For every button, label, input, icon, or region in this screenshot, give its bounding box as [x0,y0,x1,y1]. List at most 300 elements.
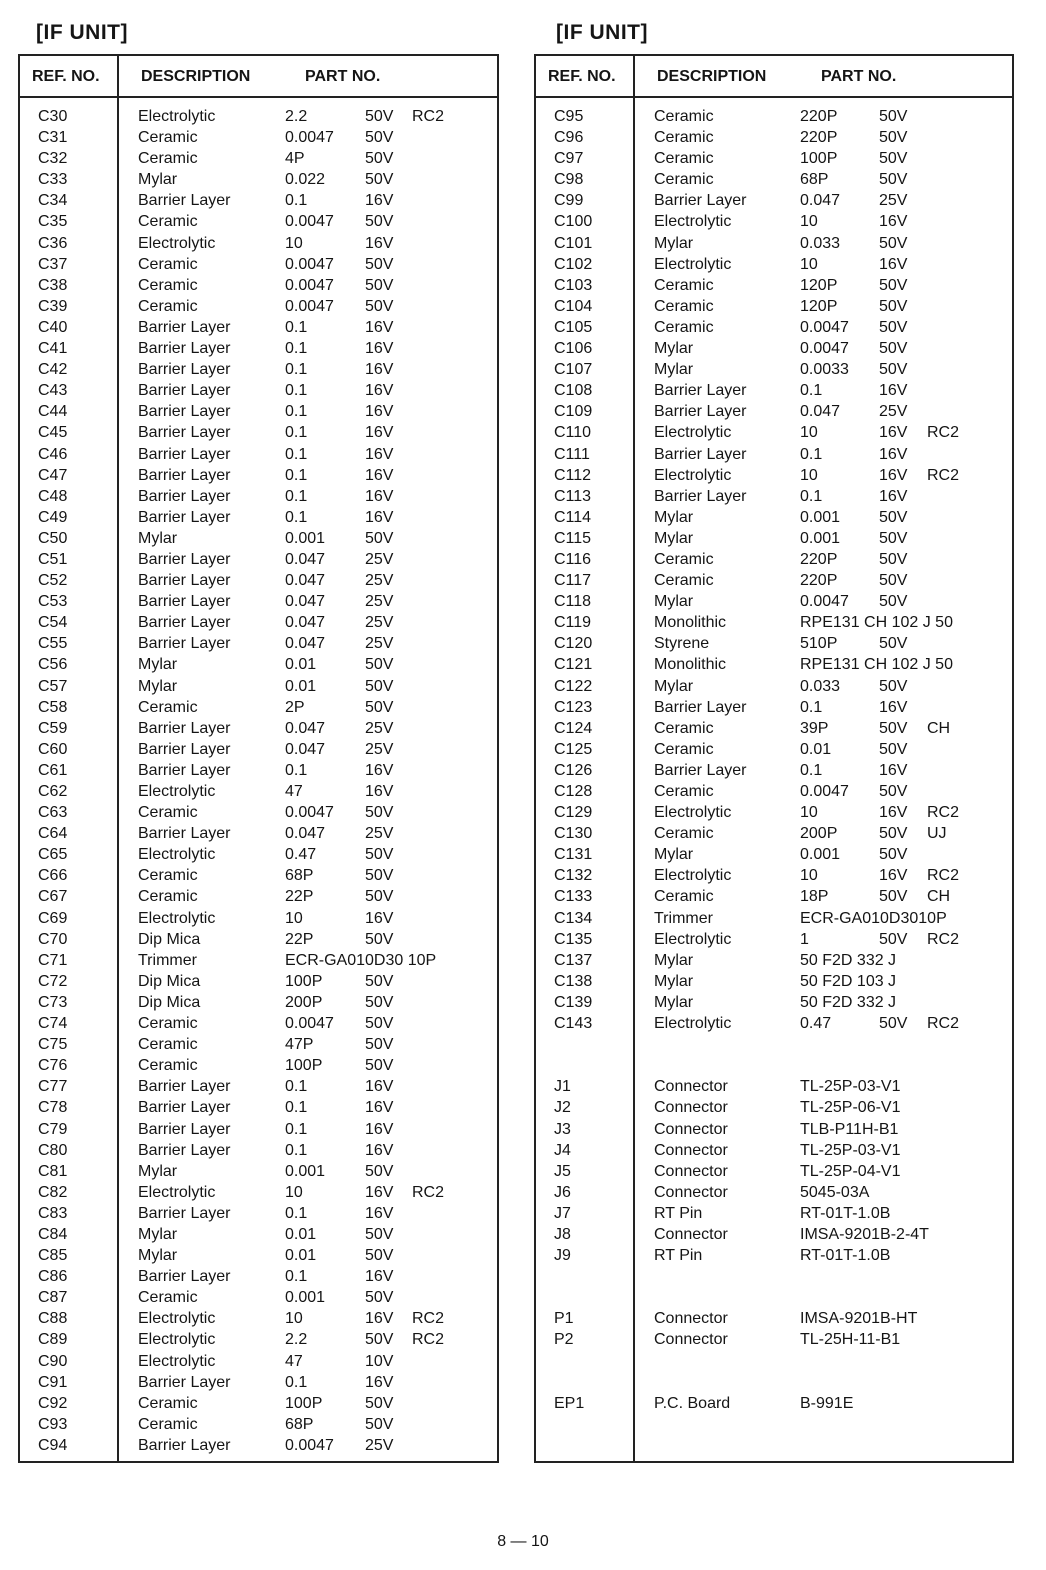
blank-row [536,1034,1012,1055]
table-row [536,676,1012,697]
description-cell: Connector [654,1162,728,1180]
voltage-cell: 50V [879,719,908,737]
value-cell: 10 [800,213,818,231]
table-row [20,1393,497,1414]
voltage-cell: 50V [365,1331,394,1349]
description-cell: Connector [654,1078,728,1096]
value-cell: 0.1 [285,445,308,463]
voltage-cell: 50V [365,1247,394,1265]
ref-cell: C58 [38,698,68,716]
value-cell: 200P [285,993,323,1011]
table-row [536,338,1012,359]
description-cell: Barrier Layer [138,508,231,526]
value-cell: 47P [285,1036,314,1054]
ref-cell: C80 [38,1141,68,1159]
description-cell: Barrier Layer [138,318,231,336]
ref-cell: C129 [554,804,593,822]
ref-cell: C128 [554,783,593,800]
table-row [20,992,497,1013]
description-cell: Ceramic [138,129,198,147]
table-row [20,971,497,992]
table-row [20,886,497,907]
description-cell: Ceramic [654,108,714,125]
ref-cell: C122 [554,677,593,695]
voltage-cell: 16V [365,1310,394,1328]
ref-cell: C138 [554,972,593,990]
ref-cell: C112 [554,466,592,484]
voltage-cell: 16V [879,867,908,885]
voltage-cell: 16V [365,361,394,379]
ref-cell: C60 [38,740,68,758]
ref-cell: C111 [554,445,590,463]
table-row [536,359,1012,380]
value-cell: 68P [285,867,314,885]
ref-cell: C124 [554,719,593,737]
value-cell: 0.01 [285,677,317,695]
description-cell: Connector [654,1120,728,1138]
table-row [536,1245,1012,1266]
table-row [536,802,1012,823]
ref-cell: C135 [554,930,593,948]
description-cell: RT Pin [654,1204,703,1222]
table-row [536,296,1012,317]
value-cell: 0.047 [800,192,841,210]
description-cell: Barrier Layer [138,1078,231,1096]
table-row [20,1245,497,1266]
table-row [20,781,497,802]
ref-cell: C87 [38,1289,68,1307]
value-cell: 0.1 [285,508,308,526]
description-cell: Barrier Layer [654,382,747,400]
value-cell: 0.1 [285,1078,308,1096]
voltage-cell: 50V [879,740,908,758]
description-cell: Ceramic [138,1289,198,1307]
table-row [536,1119,1012,1140]
value-cell: 0.1 [285,1120,308,1138]
ref-cell: C118 [554,593,592,611]
voltage-cell: 50V [879,888,908,906]
value-cell: 18P [800,888,829,906]
table-row [536,401,1012,422]
ref-cell: J9 [554,1247,571,1265]
description-cell: Mylar [654,677,694,695]
table-row [536,844,1012,865]
description-cell: Connector [654,1225,728,1243]
description-cell: Ceramic [138,698,198,716]
description-cell: Mylar [138,529,178,547]
table-row [20,929,497,950]
ref-cell: C63 [38,804,68,822]
ref-cell: C73 [38,993,68,1011]
voltage-cell: 50V [365,1415,394,1433]
description-cell: Electrolytic [138,1310,216,1328]
voltage-cell: 50V [879,297,908,315]
description-cell: Barrier Layer [654,403,747,421]
description-cell: Ceramic [138,888,198,906]
ref-cell: C84 [38,1225,68,1243]
ref-cell: C91 [38,1373,68,1391]
value-cell: 0.1 [285,1268,308,1286]
header-divider [536,96,1012,98]
description-cell: Barrier Layer [138,572,231,590]
description-cell: Ceramic [654,550,714,568]
table-row [536,865,1012,886]
value-cell: 0.047 [285,719,326,737]
table-row [20,1034,497,1055]
voltage-cell: 25V [365,572,394,590]
table-row [20,317,497,338]
value-cell: 0.0047 [285,804,334,822]
voltage-cell: 25V [365,550,394,568]
value-cell: 0.001 [800,529,841,547]
description-cell: Ceramic [654,783,714,800]
ref-cell: C43 [38,382,68,400]
voltage-cell: 16V [879,255,908,273]
value-cell: 220P [800,108,838,125]
table-row [20,802,497,823]
description-cell: Mylar [138,1162,178,1180]
voltage-cell: 25V [365,593,394,611]
description-cell: Barrier Layer [138,1120,231,1138]
table-row [536,211,1012,232]
description-cell: Electrolytic [654,255,732,273]
ref-cell: C120 [554,635,593,653]
voltage-cell: 16V [365,783,394,800]
value-cell: 0.1 [800,445,823,463]
voltage-cell: 50V [365,677,394,695]
voltage-cell: 50V [365,171,394,189]
description-cell: Ceramic [138,297,198,315]
description-cell: Mylar [654,234,694,252]
table-row [536,697,1012,718]
ref-cell: P1 [554,1310,574,1328]
value-cell: 0.1 [285,192,308,210]
table-row [20,1140,497,1161]
ref-cell: C46 [38,445,68,463]
ref-cell: C109 [554,403,593,421]
table-row [536,739,1012,760]
description-cell: Electrolytic [138,846,216,864]
table-row [20,1266,497,1287]
ref-cell: C133 [554,888,593,906]
table-row [536,971,1012,992]
voltage-cell: 16V [365,761,394,779]
voltage-cell: 16V [365,318,394,336]
description-cell: Electrolytic [654,466,732,484]
table-row [536,760,1012,781]
table-row [536,908,1012,929]
value-cell: 0.001 [800,846,841,864]
ref-cell: C110 [554,424,592,442]
ref-cell: C64 [38,825,68,843]
description-cell: Electrolytic [654,930,732,948]
voltage-cell: 16V [365,487,394,505]
blank-row [536,1372,1012,1393]
ref-cell: J5 [554,1162,571,1180]
value-cell: 10 [800,867,818,885]
voltage-cell: 50V [879,1015,908,1033]
table-row [20,507,497,528]
table-row [536,633,1012,654]
ref-cell: C44 [38,403,68,421]
blank-row [536,1287,1012,1308]
voltage-cell: 16V [879,424,908,442]
table-row [20,1182,497,1203]
description-cell: Barrier Layer [138,740,231,758]
table-row [20,1203,497,1224]
note-cell: RC2 [412,108,445,125]
value-cell: 0.047 [285,614,326,632]
left-parts-table [18,54,499,1463]
ref-cell: C34 [38,192,68,210]
table-row [536,929,1012,950]
table-row [536,1393,1012,1414]
ref-cell: C119 [554,614,592,632]
table-row [536,380,1012,401]
table-row [536,654,1012,675]
description-cell: Barrier Layer [138,382,231,400]
description-cell: Ceramic [654,129,714,147]
table-row [536,886,1012,907]
ref-cell: C32 [38,150,68,168]
ref-cell: C105 [554,318,593,336]
part-no-cell: 50 F2D 332 J [800,993,897,1011]
description-cell: Dip Mica [138,930,201,948]
ref-cell: C45 [38,424,68,442]
value-cell: 0.001 [285,529,326,547]
description-cell: Mylar [654,846,694,864]
table-row [536,254,1012,275]
value-cell: 22P [285,930,314,948]
table-row [536,1203,1012,1224]
value-cell: 0.022 [285,171,326,189]
note-cell: RC2 [927,1015,960,1033]
voltage-cell: 50V [365,804,394,822]
description-cell: Barrier Layer [138,340,231,358]
description-cell: Electrolytic [138,783,216,800]
table-row [536,823,1012,844]
table-row [536,549,1012,570]
table-row [20,612,497,633]
value-cell: 100P [285,1394,323,1412]
right-unit-title: [IF UNIT] [556,21,648,44]
description-cell: Electrolytic [654,213,732,231]
table-row [20,1097,497,1118]
value-cell: 4P [285,150,305,168]
value-cell: 0.47 [800,1015,832,1033]
part-no-cell: 5045-03A [800,1183,870,1201]
value-cell: 0.0047 [800,783,849,800]
value-cell: 0.0047 [285,297,334,315]
ref-cell: C50 [38,529,68,547]
description-cell: Ceramic [654,888,714,906]
voltage-cell: 50V [879,550,908,568]
description-cell: Electrolytic [654,424,732,442]
description-cell: Barrier Layer [654,445,747,463]
description-cell: Barrier Layer [138,466,231,484]
ref-cell: J3 [554,1120,571,1138]
description-cell: Electrolytic [138,108,216,125]
value-cell: 0.1 [285,318,308,336]
header-description: DESCRIPTION [657,68,767,85]
voltage-cell: 50V [365,846,394,864]
description-cell: Mylar [654,529,694,547]
description-cell: Trimmer [138,951,197,969]
ref-cell: C100 [554,213,593,231]
voltage-cell: 16V [365,424,394,442]
voltage-cell: 50V [879,150,908,168]
table-row [536,275,1012,296]
description-cell: Mylar [138,677,178,695]
description-cell: Connector [654,1099,728,1117]
table-row [536,106,1012,127]
description-cell: Connector [654,1141,728,1159]
value-cell: 22P [285,888,314,906]
ref-cell: C131 [554,846,593,864]
ref-cell: C36 [38,234,68,252]
value-cell: 0.0047 [285,213,334,231]
value-cell: 0.047 [285,635,326,653]
table-row [20,591,497,612]
voltage-cell: 50V [365,1225,394,1243]
voltage-cell: 10V [365,1352,394,1370]
voltage-cell: 16V [365,1183,394,1201]
note-cell: RC2 [927,466,960,484]
value-cell: 0.0033 [800,361,849,379]
value-cell: 100P [285,972,323,990]
part-no-cell: RPE131 CH 102 J 50 [800,656,953,674]
table-row [20,106,497,127]
ref-cell: C72 [38,972,68,990]
value-cell: 10 [285,909,303,927]
description-cell: Ceramic [138,1394,198,1412]
description-cell: Barrier Layer [138,1141,231,1159]
description-cell: Barrier Layer [138,1436,231,1454]
table-row [20,254,497,275]
ref-cell: J4 [554,1141,571,1159]
ref-cell: C77 [38,1078,68,1096]
value-cell: 0.1 [285,403,308,421]
description-cell: Mylar [654,508,694,526]
ref-cell: C42 [38,361,68,379]
voltage-cell: 16V [879,761,908,779]
table-row [20,359,497,380]
ref-cell: C137 [554,951,593,969]
description-cell: Electrolytic [138,1352,216,1370]
value-cell: 0.1 [285,361,308,379]
description-cell: Ceramic [138,1415,198,1433]
table-row [20,169,497,190]
value-cell: 0.1 [800,761,823,779]
voltage-cell: 16V [365,1268,394,1286]
value-cell: 10 [800,255,818,273]
ref-cell: C94 [38,1436,68,1454]
description-cell: Mylar [654,972,694,990]
voltage-cell: 50V [879,276,908,294]
description-cell: Barrier Layer [138,487,231,505]
table-row [20,190,497,211]
value-cell: 0.1 [285,487,308,505]
value-cell: 0.047 [285,550,326,568]
table-row [20,718,497,739]
voltage-cell: 16V [365,508,394,526]
voltage-cell: 16V [365,234,394,252]
description-cell: Dip Mica [138,972,201,990]
ref-cell: C52 [38,572,68,590]
ref-cell: C130 [554,825,593,843]
value-cell: 0.1 [285,1141,308,1159]
table-row [536,1329,1012,1350]
table-row [536,570,1012,591]
left-unit-title: [IF UNIT] [36,21,128,44]
value-cell: 0.1 [285,340,308,358]
ref-cell: C101 [554,234,593,252]
ref-cell: C56 [38,656,68,674]
description-cell: Ceramic [138,213,198,231]
page-number: 8 — 10 [497,1533,549,1550]
ref-cell: C79 [38,1120,68,1138]
voltage-cell: 16V [365,1204,394,1222]
table-row [20,444,497,465]
table-row [536,591,1012,612]
table-row [20,844,497,865]
description-cell: Barrier Layer [138,825,231,843]
table-row [20,275,497,296]
voltage-cell: 50V [879,108,908,125]
table-row [20,1435,497,1456]
part-no-cell: ECR-GA010D30 10P [285,951,437,969]
voltage-cell: 16V [365,382,394,400]
table-row [536,1140,1012,1161]
voltage-cell: 50V [365,1057,394,1075]
voltage-cell: 50V [879,930,908,948]
ref-cell: P2 [554,1331,574,1349]
part-no-cell: TLB-P11H-B1 [800,1120,899,1138]
voltage-cell: 16V [879,382,908,400]
part-no-cell: TL-25P-04-V1 [800,1162,901,1180]
voltage-cell: 50V [365,1015,394,1033]
value-cell: 0.1 [285,761,308,779]
voltage-cell: 50V [879,593,908,611]
value-cell: 0.1 [800,698,823,716]
description-cell: Electrolytic [138,1183,216,1201]
description-cell: Electrolytic [654,867,732,885]
note-cell: UJ [927,825,947,843]
value-cell: 0.047 [285,740,326,758]
table-row [20,465,497,486]
value-cell: 0.0047 [800,593,849,611]
table-row [20,549,497,570]
value-cell: 0.047 [285,825,326,843]
note-cell: RC2 [412,1310,445,1328]
value-cell: 0.047 [285,593,326,611]
table-row [20,1329,497,1350]
value-cell: 0.1 [285,382,308,400]
voltage-cell: 50V [365,888,394,906]
voltage-cell: 16V [879,487,908,505]
table-row [20,233,497,254]
value-cell: 0.1 [285,1204,308,1222]
description-cell: Barrier Layer [138,550,231,568]
table-row [20,1055,497,1076]
table-row [536,190,1012,211]
ref-cell: C85 [38,1247,68,1265]
note-cell: RC2 [927,930,960,948]
voltage-cell: 25V [879,403,908,421]
ref-cell: C116 [554,550,592,568]
description-cell: Electrolytic [138,234,216,252]
part-no-cell: TL-25P-03-V1 [800,1141,901,1159]
